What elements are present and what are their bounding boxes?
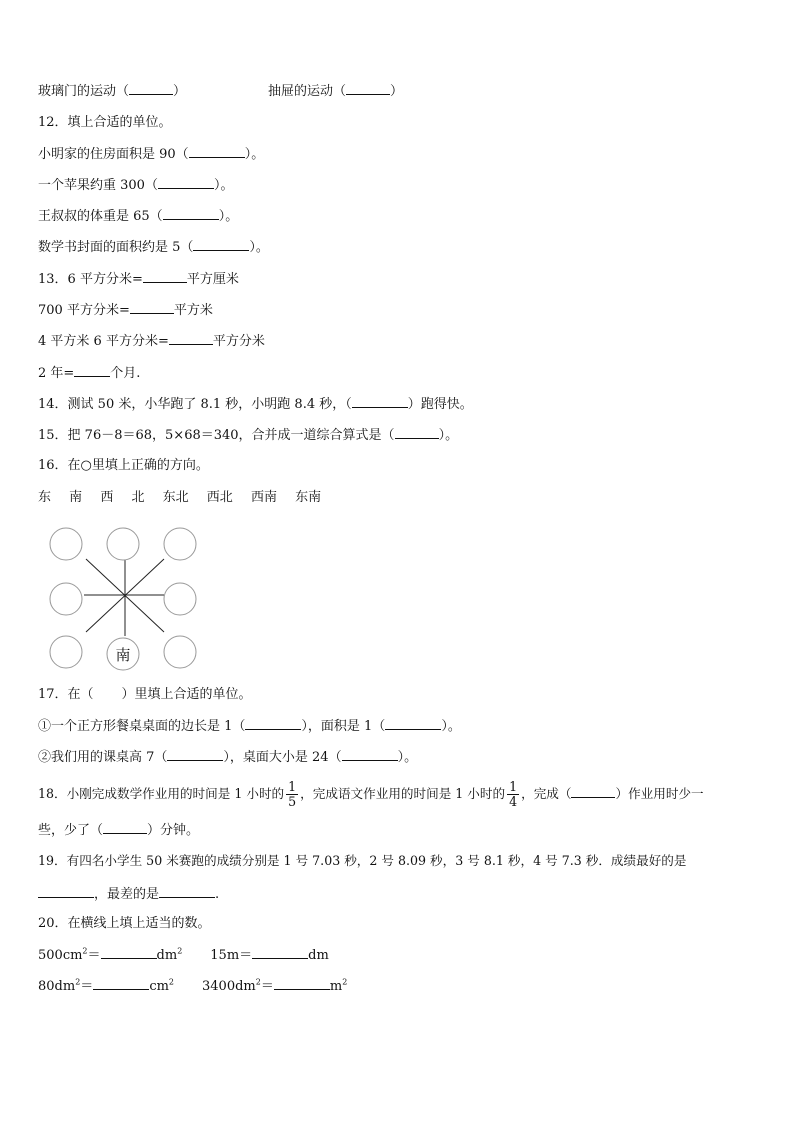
direction-circle-w[interactable] — [50, 583, 82, 615]
equals-sign: ＝ — [80, 979, 94, 994]
direction-circle-sw[interactable] — [50, 636, 82, 668]
answer-blank[interactable] — [74, 364, 110, 377]
answer-blank[interactable] — [245, 717, 301, 730]
fraction-denominator: 5 — [288, 794, 297, 809]
q13-line-3 — [38, 332, 265, 351]
q12-text: ）。 — [213, 178, 234, 193]
q17-text: ）。 — [397, 750, 418, 765]
q19-text: ，最差的是 — [94, 887, 160, 902]
q12-line-1 — [38, 145, 264, 164]
q17-title — [38, 686, 252, 704]
direction-word: 北 — [131, 490, 145, 505]
q20-unit: m — [329, 979, 343, 994]
direction-word: 东北 — [162, 490, 189, 505]
superscript-2: 2 — [177, 946, 183, 956]
answer-blank[interactable] — [395, 426, 439, 439]
q13-line-2 — [38, 301, 213, 320]
q20-title: 20．在横线上填上适当的数。 — [38, 916, 211, 931]
direction-word: 西 — [100, 490, 114, 505]
q17-line-2 — [38, 748, 417, 767]
equals-sign: ＝ — [239, 948, 253, 963]
q12-line-4 — [38, 238, 269, 257]
answer-blank[interactable] — [252, 946, 308, 959]
answer-blank[interactable] — [385, 717, 441, 730]
fraction-denominator: 4 — [509, 794, 518, 809]
q14-text: 14．测试 50 米，小华跑了 8.1 秒，小明跑 8.4 秒，（ — [38, 397, 352, 412]
answer-blank[interactable] — [193, 238, 249, 251]
q19-line-1: 19．有四名小学生 50 米赛跑的成绩分别是 1 号 7.03 秒，2 号 8.09 秒，3 号 8.1 秒，4 号 7.3 秒．成绩最好的是 — [38, 853, 687, 868]
q20-unit: dm — [156, 948, 178, 963]
q17-text: ①一个正方形餐桌桌面的边长是 1（ — [38, 719, 246, 734]
q18-text: ）作业用时少一 — [615, 786, 704, 801]
q12-text: 小明家的住房面积是 90（ — [38, 147, 189, 162]
answer-blank[interactable] — [103, 821, 147, 834]
q15-text: ）。 — [438, 428, 459, 443]
answer-blank[interactable] — [169, 332, 213, 345]
equals-sign: ＝ — [260, 979, 274, 994]
answer-blank[interactable] — [101, 946, 157, 959]
q12-title: 12．填上合适的单位。 — [38, 115, 172, 130]
q12-line-3 — [38, 207, 238, 226]
equals-sign: ＝ — [87, 948, 101, 963]
q18-line-1 — [38, 777, 704, 811]
q15-line — [38, 426, 458, 445]
superscript-2: 2 — [75, 977, 81, 987]
q18-line-2 — [38, 821, 199, 840]
q16-direction-list — [38, 489, 335, 507]
paren-close: ） — [390, 84, 404, 99]
q13-text: 平方分米 — [212, 334, 265, 349]
answer-blank[interactable] — [571, 785, 615, 798]
glass-door-label: 玻璃门的运动（ — [38, 84, 130, 99]
q18-text: ）分钟。 — [147, 823, 200, 838]
q13-line-1 — [38, 270, 239, 289]
q13-text: 4 平方米 6 平方分米= — [38, 334, 169, 349]
superscript-2: 2 — [82, 946, 88, 956]
fraction-numerator: 1 — [509, 779, 518, 794]
q12-text: ）。 — [244, 147, 265, 162]
answer-blank[interactable] — [346, 82, 390, 95]
fraction-one-fifth — [286, 780, 298, 809]
q13-text: 平方厘米 — [186, 272, 239, 287]
q13-text: 平方米 — [173, 303, 213, 318]
superscript-2: 2 — [342, 977, 348, 987]
q13-line-4 — [38, 364, 140, 383]
q18-text: ，完成（ — [521, 786, 572, 801]
q18-text: 些，少了（ — [38, 823, 104, 838]
paren-close: ） — [173, 84, 187, 99]
q20-row-1 — [38, 946, 329, 965]
q17-text: ），桌面大小是 24（ — [223, 750, 342, 765]
direction-circle-se[interactable] — [164, 636, 196, 668]
q19-line-2 — [38, 885, 219, 904]
direction-circle-n[interactable] — [107, 528, 139, 560]
answer-blank[interactable] — [342, 748, 398, 761]
q18-text: ，完成语文作业用的时间是 1 小时的 — [300, 786, 506, 801]
q20-unit: dm — [308, 948, 329, 963]
answer-blank[interactable] — [189, 145, 245, 158]
direction-circle-ne[interactable] — [164, 528, 196, 560]
q20-term: 15m — [210, 948, 240, 963]
q20-term: 3400dm — [202, 979, 256, 994]
answer-blank[interactable] — [167, 748, 223, 761]
q15-text: 15．把 76－8＝68，5×68＝340，合并成一道综合算式是（ — [38, 428, 395, 443]
drawer-label: 抽屉的运动（ — [268, 84, 347, 99]
fraction-numerator: 1 — [288, 779, 297, 794]
direction-word: 东 — [38, 490, 52, 505]
q17-text: 17．在（ — [38, 687, 94, 702]
q20-row-2 — [38, 977, 347, 996]
q14-text: ）跑得快。 — [407, 397, 473, 412]
q12-text: ）。 — [249, 240, 269, 255]
q17-line-1 — [38, 717, 461, 736]
direction-word: 东南 — [295, 490, 322, 505]
direction-word: 西北 — [206, 490, 233, 505]
q13-text: 个月. — [110, 366, 141, 381]
q12-text: 王叔叔的体重是 65（ — [38, 209, 163, 224]
q17-text: ）。 — [441, 719, 461, 734]
direction-word: 南 — [69, 490, 83, 505]
q11-motion-line — [38, 82, 403, 101]
q17-text: ），面积是 1（ — [301, 719, 386, 734]
q20-unit: cm — [149, 979, 169, 994]
answer-blank[interactable] — [159, 885, 215, 898]
fraction-one-fourth — [507, 780, 519, 809]
q16-title: 16．在○里填上正确的方向。 — [38, 458, 209, 473]
answer-blank[interactable] — [163, 207, 219, 220]
q17-text: ）里填上合适的单位。 — [121, 687, 252, 702]
q14-line — [38, 395, 473, 414]
answer-blank[interactable] — [143, 270, 187, 283]
answer-blank[interactable] — [38, 885, 94, 898]
compass-diagram — [40, 522, 210, 672]
q17-text: ②我们用的课桌高 7（ — [38, 750, 168, 765]
direction-circle-e[interactable] — [164, 583, 196, 615]
superscript-2: 2 — [168, 977, 175, 987]
q19-text: . — [215, 887, 220, 902]
superscript-2: 2 — [255, 977, 261, 987]
direction-word: 西南 — [250, 490, 277, 505]
q12-text: 一个苹果约重 300（ — [38, 178, 158, 193]
q12-text: ）。 — [218, 209, 239, 224]
answer-blank[interactable] — [129, 82, 173, 95]
q20-term: 80dm — [38, 979, 76, 994]
q20-term: 500cm — [38, 948, 83, 963]
q18-text: 18．小刚完成数学作业用的时间是 1 小时的 — [38, 786, 285, 801]
q13-text: 700 平方分米= — [38, 303, 130, 318]
q12-text: 数学书封面的面积约是 5（ — [38, 240, 194, 255]
answer-blank[interactable] — [130, 301, 174, 314]
answer-blank[interactable] — [274, 977, 330, 990]
answer-blank[interactable] — [93, 977, 149, 990]
answer-blank[interactable] — [158, 176, 214, 189]
south-label: 南 — [115, 646, 131, 664]
q12-line-2 — [38, 176, 233, 195]
direction-circle-nw[interactable] — [50, 528, 82, 560]
q13-text: 13．6 平方分米= — [38, 272, 143, 287]
answer-blank[interactable] — [352, 395, 408, 408]
q13-text: 2 年= — [38, 366, 75, 381]
